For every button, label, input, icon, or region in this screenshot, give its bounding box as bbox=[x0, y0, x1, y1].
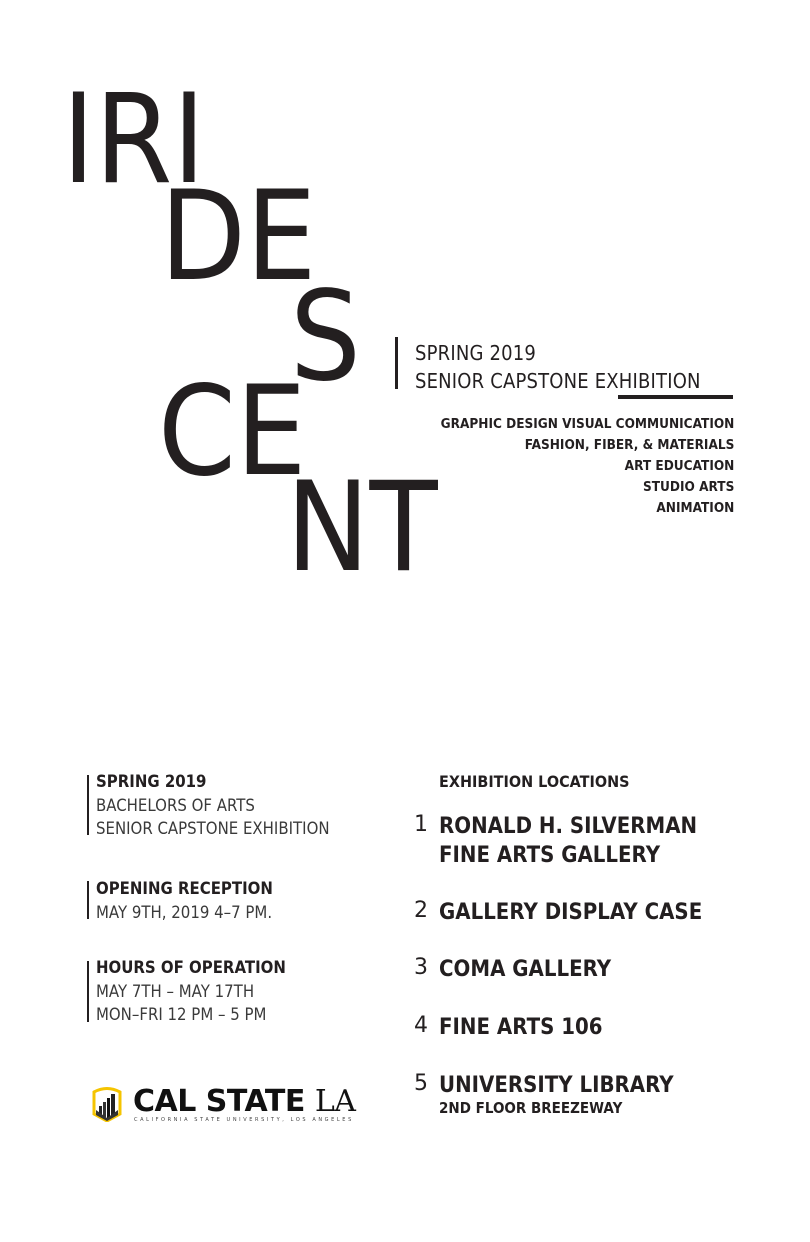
degree-line: SENIOR CAPSTONE EXHIBITION bbox=[96, 819, 330, 839]
title-de: DE bbox=[160, 165, 317, 309]
program-item: FASHION, FIBER, & MATERIALS bbox=[524, 437, 734, 453]
title-s: S bbox=[290, 265, 361, 409]
degree-line: BACHELORS OF ARTS bbox=[96, 795, 255, 816]
hours-divider bbox=[87, 961, 89, 1022]
header-exhibition-prefix: SENIOR CAPSTONE bbox=[415, 369, 595, 393]
program-item: STUDIO ARTS bbox=[642, 479, 734, 495]
hours-block bbox=[96, 957, 312, 1028]
location-number: 2 bbox=[414, 898, 428, 923]
program-list bbox=[408, 414, 734, 519]
reception-heading: OPENING RECEPTION bbox=[96, 879, 273, 899]
logo-wordmark bbox=[133, 1084, 355, 1119]
title-ce: CE bbox=[158, 360, 307, 504]
reception-divider bbox=[87, 881, 89, 919]
degree-block bbox=[96, 771, 361, 842]
logo-la: LA bbox=[314, 1084, 356, 1119]
reception-line: MAY 9TH, 2019 4–7 PM. bbox=[96, 902, 273, 923]
program-item: ART EDUCATION bbox=[624, 458, 734, 474]
location-subtitle: 2ND FLOOR BREEZEWAY bbox=[439, 1099, 623, 1117]
locations-heading: EXHIBITION LOCATIONS bbox=[439, 772, 630, 791]
title-iri: IRI bbox=[62, 68, 206, 212]
location-name: UNIVERSITY LIBRARY bbox=[439, 1073, 674, 1098]
location-number: 5 bbox=[414, 1071, 428, 1096]
location-number: 1 bbox=[414, 812, 428, 837]
location-name-line: FINE ARTS GALLERY bbox=[439, 843, 661, 868]
program-item: GRAPHIC DESIGN VISUAL COMMUNICATION bbox=[440, 416, 734, 432]
location-name: GALLERY DISPLAY CASE bbox=[439, 900, 703, 925]
hours-line: MON–FRI 12 PM – 5 PM bbox=[96, 1005, 267, 1025]
program-item: ANIMATION bbox=[656, 500, 734, 516]
hours-line: MAY 7TH – MAY 17TH bbox=[96, 981, 255, 1002]
location-name bbox=[439, 812, 697, 870]
header-exhibition bbox=[415, 367, 701, 395]
location-name: COMA GALLERY bbox=[439, 957, 612, 982]
location-number: 4 bbox=[414, 1013, 428, 1038]
shield-skyline-icon bbox=[90, 1084, 124, 1122]
location-number: 3 bbox=[414, 955, 428, 980]
degree-divider bbox=[87, 775, 89, 835]
header-season: SPRING 2019 bbox=[415, 341, 537, 365]
hours-heading: HOURS OF OPERATION bbox=[96, 958, 286, 978]
header-divider bbox=[395, 337, 398, 389]
logo-subtitle: CALIFORNIA STATE UNIVERSITY, LOS ANGELES bbox=[134, 1117, 354, 1123]
degree-heading: SPRING 2019 bbox=[96, 772, 207, 792]
location-name: FINE ARTS 106 bbox=[439, 1015, 603, 1040]
logo-cal-state: CAL STATE bbox=[133, 1084, 315, 1119]
title-nt: NT bbox=[286, 456, 438, 600]
exhibition-underline bbox=[618, 395, 733, 399]
header-exhibition-emphasis: EXHIBITION bbox=[594, 369, 701, 393]
reception-block bbox=[96, 878, 297, 925]
location-name-line: RONALD H. SILVERMAN bbox=[439, 814, 698, 839]
